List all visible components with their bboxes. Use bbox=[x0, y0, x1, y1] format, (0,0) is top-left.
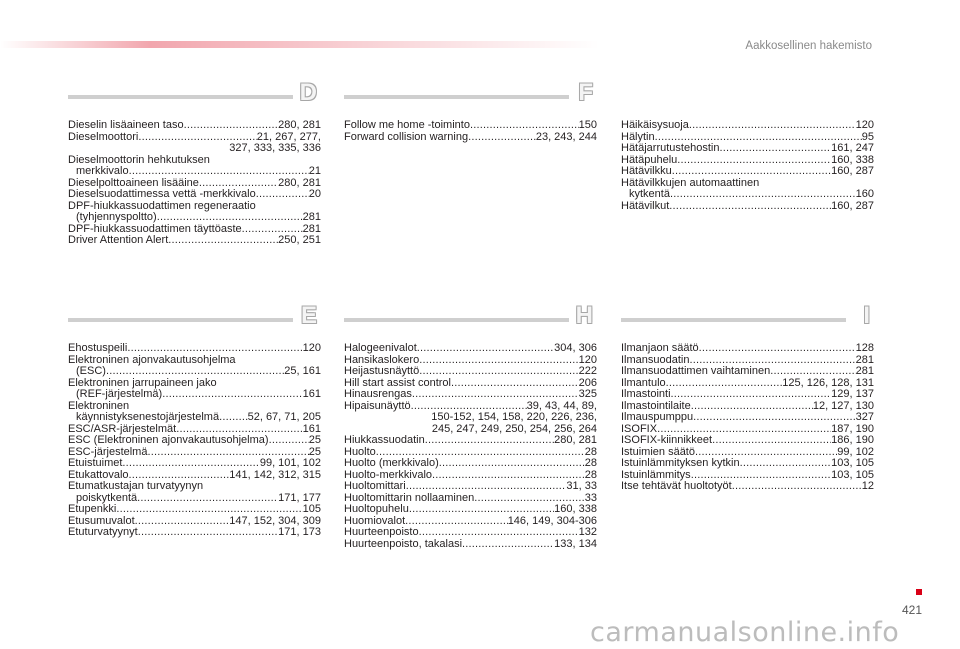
dot-leader bbox=[419, 527, 579, 539]
dot-leader bbox=[409, 504, 554, 516]
entry-line bbox=[344, 343, 597, 355]
index-entry[interactable] bbox=[621, 458, 874, 470]
entry-pages: 52, 67, 71, 205 bbox=[247, 411, 321, 423]
index-entry[interactable] bbox=[344, 435, 597, 447]
dot-leader bbox=[425, 435, 554, 447]
dot-leader bbox=[106, 366, 284, 378]
dot-leader bbox=[462, 539, 554, 551]
entry-term: Hätävilkku bbox=[621, 165, 672, 177]
entry-line bbox=[344, 458, 597, 470]
index-section-e bbox=[68, 302, 321, 539]
dot-leader bbox=[417, 343, 554, 355]
section-rule bbox=[344, 318, 569, 322]
entry-term: Dieselpolttoaineen lisääine bbox=[68, 176, 199, 189]
entry-pages: 28 bbox=[584, 468, 597, 481]
watermark: carmanualsonline.info bbox=[590, 617, 900, 648]
index-entry[interactable] bbox=[344, 481, 597, 493]
entry-pages: 304, 306 bbox=[554, 342, 597, 354]
entry-line bbox=[68, 412, 321, 424]
entry-line bbox=[68, 212, 321, 224]
entry-pages: 120 bbox=[855, 119, 874, 131]
section-letter: F bbox=[578, 79, 593, 106]
entry-pages: 25, 161 bbox=[284, 365, 321, 377]
index-entry-list bbox=[621, 343, 874, 493]
section-rule bbox=[621, 318, 846, 322]
section-header bbox=[68, 79, 321, 117]
entry-pages: 132 bbox=[578, 526, 597, 538]
entry-term: poiskytkentä bbox=[76, 491, 138, 504]
index-entry[interactable] bbox=[68, 458, 321, 470]
dot-leader bbox=[129, 166, 309, 178]
index-entry[interactable] bbox=[68, 132, 321, 155]
entry-line bbox=[344, 435, 597, 447]
section-header bbox=[344, 302, 597, 340]
dot-leader bbox=[162, 389, 302, 401]
entry-pages: 128 bbox=[855, 342, 874, 354]
entry-term: (ESC) bbox=[76, 365, 106, 377]
entry-term: DPF-hiukkassuodattimen regeneraatio bbox=[68, 199, 256, 212]
index-section-i bbox=[621, 302, 874, 493]
entry-term: Ilmastointilaite bbox=[621, 399, 691, 412]
entry-pages: 12 bbox=[861, 480, 874, 492]
entry-pages: 146, 149, 304-306 bbox=[507, 514, 597, 527]
entry-term: Etuistuimet bbox=[68, 457, 123, 469]
dot-leader bbox=[719, 143, 831, 155]
entry-pages: 160, 338 bbox=[831, 153, 874, 166]
entry-term: Ilmauspumppu bbox=[621, 411, 694, 423]
entry-line bbox=[344, 132, 597, 144]
index-entry[interactable] bbox=[68, 378, 321, 401]
entry-term: Huurteenpoisto bbox=[344, 526, 419, 538]
entry-line bbox=[621, 189, 874, 201]
dot-leader bbox=[157, 212, 303, 224]
dot-leader bbox=[732, 481, 862, 493]
entry-term: Etumatkustajan turvatyynyn bbox=[68, 480, 204, 492]
entry-line bbox=[621, 435, 874, 447]
entry-term: Etuturvatyynyt bbox=[68, 526, 138, 538]
entry-term: Etusumuvalot bbox=[68, 514, 135, 527]
entry-line bbox=[344, 539, 597, 551]
entry-term: ESC-järjestelmä bbox=[68, 445, 148, 458]
entry-line bbox=[621, 412, 874, 424]
entry-pages: 171, 173 bbox=[278, 526, 321, 538]
entry-term: ESC/ASR-järjestelmät bbox=[68, 422, 177, 435]
index-entry[interactable] bbox=[344, 504, 597, 516]
entry-pages: 25 bbox=[308, 434, 321, 446]
entry-pages: 21 bbox=[308, 165, 321, 177]
dot-leader bbox=[671, 389, 832, 401]
index-entry[interactable] bbox=[621, 201, 874, 213]
section-rule bbox=[68, 318, 293, 322]
dot-leader bbox=[451, 378, 579, 390]
index-entry[interactable] bbox=[621, 178, 874, 201]
index-entry[interactable] bbox=[344, 458, 597, 470]
index-entry[interactable] bbox=[68, 155, 321, 178]
dot-leader bbox=[168, 235, 278, 247]
entry-term: Istuinlämmityksen kytkin bbox=[621, 457, 740, 469]
entry-term: DPF-hiukkassuodattimen täyttöaste bbox=[68, 222, 242, 235]
entry-line bbox=[621, 143, 874, 155]
entry-term: Hiukkassuodatin bbox=[344, 434, 425, 446]
entry-line bbox=[344, 504, 597, 516]
entry-pages: 103, 105 bbox=[831, 468, 874, 481]
entry-term: Huolto bbox=[344, 445, 376, 458]
dot-leader bbox=[666, 378, 783, 390]
entry-pages: 171, 177 bbox=[278, 491, 321, 504]
dot-leader bbox=[689, 120, 856, 132]
entry-pages: 39, 43, 44, 89, bbox=[526, 399, 597, 412]
index-entry[interactable] bbox=[68, 189, 321, 201]
index-entry-list bbox=[344, 343, 597, 550]
entry-pages: 105 bbox=[302, 503, 321, 515]
index-entry[interactable] bbox=[344, 401, 597, 436]
entry-term: Istuimien säätö bbox=[621, 445, 695, 458]
entry-term: Hinausrengas bbox=[344, 388, 412, 400]
entry-pages: 21, 267, 277, bbox=[256, 130, 321, 143]
entry-line bbox=[68, 435, 321, 447]
entry-term: (tyhjennyspoltto) bbox=[76, 211, 157, 223]
index-entry[interactable] bbox=[344, 343, 597, 355]
entry-pages: 28 bbox=[584, 445, 597, 458]
entry-pages: 12, 127, 130 bbox=[812, 399, 874, 412]
index-entry[interactable] bbox=[344, 120, 597, 132]
index-entry-list bbox=[344, 120, 597, 143]
section-header bbox=[344, 79, 597, 117]
entry-line bbox=[621, 201, 874, 213]
entry-term: Huolto (merkkivalo) bbox=[344, 457, 439, 469]
entry-term: Ilmastointi bbox=[621, 388, 671, 400]
dot-leader bbox=[677, 155, 831, 167]
entry-pages: 120 bbox=[302, 342, 321, 354]
section-letter: D bbox=[299, 79, 317, 106]
entry-pages: 95 bbox=[861, 130, 874, 143]
dot-leader bbox=[432, 470, 585, 482]
entry-pages: 280, 281 bbox=[278, 119, 321, 131]
index-entry[interactable] bbox=[68, 201, 321, 224]
entry-line bbox=[68, 366, 321, 378]
entry-pages: 222 bbox=[578, 365, 597, 377]
entry-pages: 25 bbox=[308, 445, 321, 458]
dot-leader bbox=[184, 120, 279, 132]
entry-term: merkkivalo bbox=[76, 165, 129, 177]
entry-line bbox=[68, 458, 321, 470]
entry-term: Etupenkki bbox=[68, 503, 117, 515]
index-entry[interactable] bbox=[68, 120, 321, 132]
page-number: 421 bbox=[901, 603, 922, 617]
entry-pages: 250, 251 bbox=[278, 234, 321, 246]
entry-pages: 281 bbox=[302, 222, 321, 235]
index-entry[interactable] bbox=[621, 481, 874, 493]
index-entry[interactable] bbox=[68, 235, 321, 247]
entry-pages: 141, 142, 312, 315 bbox=[229, 468, 321, 481]
section-header bbox=[68, 302, 321, 340]
entry-pages: 33 bbox=[584, 491, 597, 504]
entry-term: Hätäpuhelu bbox=[621, 153, 678, 166]
entry-term: Ilmansuodattimen vaihtaminen bbox=[621, 365, 771, 377]
index-entry[interactable] bbox=[68, 435, 321, 447]
entry-term: Hill start assist control bbox=[344, 376, 451, 389]
page-marker bbox=[916, 589, 922, 595]
entry-term: Ilmansuodatin bbox=[621, 353, 690, 366]
entry-pages: 206 bbox=[578, 376, 597, 389]
entry-line bbox=[621, 166, 874, 178]
entry-pages: 327 bbox=[855, 411, 874, 423]
entry-term: Häikäisysuoja bbox=[621, 119, 689, 131]
entry-pages: 160 bbox=[855, 188, 874, 200]
entry-line bbox=[68, 343, 321, 355]
index-entry[interactable] bbox=[621, 343, 874, 355]
entry-line bbox=[68, 120, 321, 132]
entry-term: Dieselsuodattimessa vettä -merkkivalo bbox=[68, 188, 256, 200]
entry-term: Huomiovalot bbox=[344, 514, 406, 527]
entry-term: Elektroninen jarrupaineen jako bbox=[68, 376, 217, 389]
header-accent-bar bbox=[0, 41, 600, 48]
index-section-f bbox=[344, 79, 597, 143]
entry-term: (REF-järjestelmä) bbox=[76, 388, 163, 400]
dot-leader bbox=[137, 493, 278, 505]
entry-term: ESC (Elektroninen ajonvakautusohjelma) bbox=[68, 434, 269, 446]
dot-leader bbox=[419, 366, 578, 378]
entry-line bbox=[344, 481, 597, 493]
entry-term: Hälytin bbox=[621, 130, 655, 143]
index-entry[interactable] bbox=[621, 412, 874, 424]
entry-term: käynnistyksenestojärjestelmä bbox=[76, 411, 220, 423]
entry-pages: 281 bbox=[855, 353, 874, 366]
index-entry[interactable] bbox=[344, 132, 597, 144]
entry-pages: 160, 338 bbox=[554, 503, 597, 515]
entry-pages: 28 bbox=[584, 457, 597, 469]
entry-pages: 325 bbox=[578, 388, 597, 400]
dot-leader bbox=[127, 343, 302, 355]
entry-pages: 147, 152, 304, 309 bbox=[229, 514, 321, 527]
entry-line bbox=[344, 389, 597, 401]
index-entry[interactable] bbox=[344, 389, 597, 401]
entry-term: Huoltopuhelu bbox=[344, 503, 409, 515]
dot-leader bbox=[669, 201, 831, 213]
index-entry[interactable] bbox=[621, 435, 874, 447]
entry-pages: 99, 101, 102 bbox=[259, 457, 321, 469]
index-section-h bbox=[344, 302, 597, 550]
entry-line bbox=[68, 235, 321, 247]
entry-term: Hansikaslokero bbox=[344, 353, 420, 366]
dot-leader bbox=[439, 458, 585, 470]
section-letter: H bbox=[575, 302, 593, 329]
index-entry-list bbox=[621, 120, 874, 212]
entry-line bbox=[68, 527, 321, 539]
entry-term: Dieselin lisäaineen taso bbox=[68, 119, 184, 131]
entry-pages: 160, 287 bbox=[831, 199, 874, 212]
entry-pages: 281 bbox=[302, 211, 321, 223]
dot-leader bbox=[770, 366, 855, 378]
entry-line bbox=[344, 527, 597, 539]
entry-term: ISOFIX bbox=[621, 422, 658, 435]
index-section-d bbox=[68, 79, 321, 247]
entry-term: Follow me home -toiminto bbox=[344, 119, 470, 131]
entry-pages: 161 bbox=[302, 388, 321, 400]
index-entry[interactable] bbox=[344, 366, 597, 378]
entry-line bbox=[344, 366, 597, 378]
entry-pages-continued: 327, 333, 335, 336 bbox=[229, 142, 321, 154]
entry-term: Itse tehtävät huoltotyöt bbox=[621, 480, 732, 492]
section-header bbox=[621, 83, 874, 117]
dot-leader bbox=[712, 435, 831, 447]
index-entry[interactable] bbox=[68, 355, 321, 378]
entry-term: Huoltomittarin nollaaminen bbox=[344, 491, 475, 504]
entry-line bbox=[621, 343, 874, 355]
dot-leader bbox=[740, 458, 832, 470]
entry-term: Huurteenpoisto, takalasi bbox=[344, 537, 463, 550]
entry-term: Hätävilkut bbox=[621, 199, 670, 212]
dot-leader bbox=[672, 166, 831, 178]
entry-term: Elektroninen bbox=[68, 399, 130, 412]
entry-pages: 161 bbox=[302, 422, 321, 435]
dot-leader bbox=[135, 516, 230, 528]
index-entry[interactable] bbox=[621, 366, 874, 378]
entry-term: Halogeenivalot bbox=[344, 342, 417, 354]
entry-term: Driver Attention Alert bbox=[68, 234, 169, 246]
entry-term: kytkentä bbox=[629, 188, 670, 200]
dot-leader bbox=[468, 132, 536, 144]
dot-leader bbox=[691, 401, 813, 413]
entry-pages: 133, 134 bbox=[554, 537, 597, 550]
index-entry[interactable] bbox=[68, 401, 321, 424]
entry-line bbox=[621, 481, 874, 493]
entry-term: Huoltomittari bbox=[344, 480, 406, 492]
entry-line bbox=[68, 504, 321, 516]
entry-pages-continued: 245, 247, 249, 250, 254, 256, 264 bbox=[431, 422, 597, 435]
entry-pages: 161, 247 bbox=[831, 142, 874, 154]
page-header-title: Aakkosellinen hakemisto bbox=[745, 40, 872, 52]
entry-term: Hätävilkkujen automaattinen bbox=[621, 176, 760, 189]
index-entry-list bbox=[68, 343, 321, 539]
dot-leader bbox=[138, 527, 278, 539]
index-entry[interactable] bbox=[344, 527, 597, 539]
entry-pages: 186, 190 bbox=[831, 434, 874, 446]
dot-leader bbox=[670, 189, 856, 201]
index-entry[interactable] bbox=[621, 143, 874, 155]
entry-pages: 103, 105 bbox=[831, 457, 874, 469]
dot-leader bbox=[419, 355, 578, 367]
dot-leader bbox=[116, 504, 302, 516]
section-rule bbox=[68, 95, 293, 99]
entry-line bbox=[621, 389, 874, 401]
entry-pages: 99, 102 bbox=[837, 445, 874, 458]
index-entry[interactable] bbox=[68, 343, 321, 355]
entry-pages: 20 bbox=[308, 188, 321, 200]
entry-term: Hätäjarrutustehostin bbox=[621, 142, 720, 154]
index-entry[interactable] bbox=[621, 389, 874, 401]
entry-pages: 125, 126, 128, 131 bbox=[782, 376, 874, 389]
entry-term: Ehostuspeili bbox=[68, 342, 128, 354]
section-header bbox=[621, 302, 874, 340]
entry-line bbox=[621, 120, 874, 132]
dot-leader bbox=[122, 458, 259, 470]
index-entry[interactable] bbox=[621, 166, 874, 178]
entry-line bbox=[68, 389, 321, 401]
dot-leader bbox=[256, 189, 309, 201]
section-rule bbox=[344, 95, 569, 99]
entry-pages: 150 bbox=[578, 119, 597, 131]
dot-leader bbox=[412, 389, 579, 401]
dot-leader bbox=[699, 343, 856, 355]
section-letter: E bbox=[300, 302, 317, 329]
entry-term: Dieselmoottori bbox=[68, 130, 139, 143]
entry-term: Ilmanjaon säätö bbox=[621, 342, 699, 354]
entry-pages: 280, 281 bbox=[278, 176, 321, 189]
entry-pages-continued: 150-152, 154, 158, 220, 226, 236, bbox=[431, 411, 597, 423]
index-entry[interactable] bbox=[344, 539, 597, 551]
index-entry[interactable] bbox=[68, 527, 321, 539]
dot-leader bbox=[406, 481, 567, 493]
dot-leader bbox=[470, 120, 579, 132]
entry-term: Forward collision warning bbox=[344, 130, 469, 143]
index-entry[interactable] bbox=[621, 120, 874, 132]
entry-line bbox=[68, 189, 321, 201]
entry-pages: 281 bbox=[855, 365, 874, 377]
entry-term: Etukattovalo bbox=[68, 468, 129, 481]
dot-leader bbox=[269, 435, 309, 447]
entry-pages: 280, 281 bbox=[554, 434, 597, 446]
index-entry-list bbox=[68, 120, 321, 247]
index-entry[interactable] bbox=[68, 504, 321, 516]
entry-line bbox=[621, 366, 874, 378]
entry-line bbox=[621, 458, 874, 470]
dot-leader bbox=[693, 412, 855, 424]
entry-term: Dieselmoottorin hehkutuksen bbox=[68, 153, 210, 166]
entry-term: Ilmantulo bbox=[621, 376, 666, 389]
entry-pages: 31, 33 bbox=[566, 480, 597, 492]
entry-pages: 160, 287 bbox=[831, 165, 874, 177]
entry-pages: 120 bbox=[578, 353, 597, 366]
entry-line bbox=[68, 166, 321, 178]
dot-leader bbox=[405, 516, 508, 528]
entry-term: Heijastusnäyttö bbox=[344, 365, 420, 377]
entry-pages: 187, 190 bbox=[831, 422, 874, 435]
entry-term: Elektroninen ajonvakautusohjelma bbox=[68, 353, 236, 366]
entry-pages: 129, 137 bbox=[831, 388, 874, 400]
entry-line bbox=[344, 120, 597, 132]
entry-pages: 23, 243, 244 bbox=[535, 130, 597, 143]
section-letter: I bbox=[863, 302, 870, 329]
entry-term: Hipaisunäyttö bbox=[344, 399, 411, 412]
dot-leader bbox=[219, 412, 248, 424]
index-entry[interactable] bbox=[68, 481, 321, 504]
entry-term: Istuinlämmitys bbox=[621, 468, 691, 481]
entry-term: Huolto-merkkivalo bbox=[344, 468, 433, 481]
index-section-continued bbox=[621, 83, 874, 212]
entry-term: ISOFIX-kiinnikkeet bbox=[621, 434, 713, 446]
